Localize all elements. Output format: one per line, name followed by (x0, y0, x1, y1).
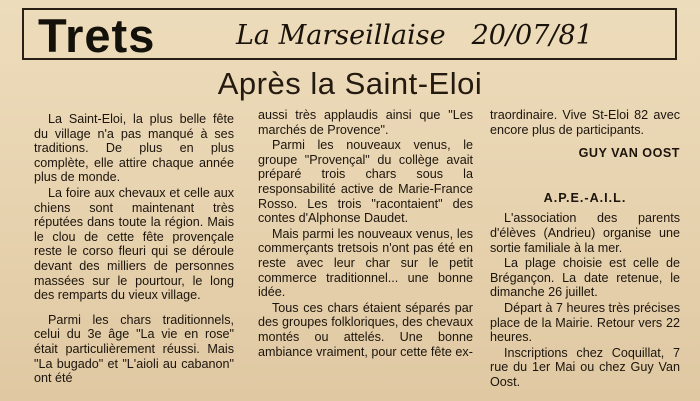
handwritten-annotation (236, 20, 593, 51)
header-box (22, 8, 677, 60)
paragraph: La plage choisie est celle de Brégançon. La date retenue, le dimanche 26 juillet. (490, 256, 680, 300)
column-3 (490, 108, 680, 390)
subheading: A.P.E.-A.I.L. (543, 190, 627, 205)
article-headline: Après la Saint-Eloi (217, 66, 483, 101)
paragraph: L'association des parents d'élèves (Andrieu) organise une sortie familiale à la mer. (490, 211, 680, 255)
paragraph: Parmi les nouveaux venus, le groupe "Provençal" du collège avait préparé trois chars sous la responsabilité active de Marie-France Rosso. Les trois "racontaient" des contes d'Alphonse Daudet. (258, 138, 473, 226)
paragraph: Inscriptions chez Coquillat, 7 rue du 1er Mai ou chez Guy Van Oost. (490, 345, 680, 389)
paragraph: La Saint-Eloi, la plus belle fête du village n'a pas manqué à ses traditions. De plus en plus complète, elle attire chaque année plus de monde. (34, 112, 234, 185)
paragraph: La foire aux chevaux et celle aux chiens sont maintenant très réputées dans toute la région. Mais le clou de cette fête provençale reste le corso fleuri qui se déroule devant des milliers de personnes massées sur le pourtour, le long des remparts du vieux village. (34, 185, 234, 303)
paragraph: Tous ces chars étaient séparés par des groupes folkloriques, des chevaux montés ou attelés. Une bonne ambiance vraiment, pour cette fête ex- (258, 300, 473, 359)
column-1 (34, 112, 234, 386)
byline: GUY VAN OOST (578, 146, 680, 161)
paragraph: traordinaire. Vive St-Eloi 82 avec encore plus de participants. (490, 108, 680, 137)
column-2 (258, 108, 473, 359)
paragraph: aussi très applaudis ainsi que "Les marchés de Provence". (258, 108, 473, 137)
clipping-date: 20/07/81 (471, 20, 593, 51)
section-title: Trets (38, 9, 156, 62)
paragraph: Parmi les chars traditionnels, celui du 3e âge "La vie en rose" était particulièrement réussi. Mais "La bugado" et "L'aioli au cabanon" ont été (34, 312, 234, 386)
paragraph: Départ à 7 heures très précises place de la Mairie. Retour vers 22 heures. (490, 300, 680, 345)
paragraph: Mais parmi les nouveaux venus, les commerçants tretsois n'ont pas été en reste avec leur char sur le petit commerce traditionnel... une bonne idée. (258, 226, 473, 300)
newspaper-name: La Marseillaise (236, 20, 446, 51)
